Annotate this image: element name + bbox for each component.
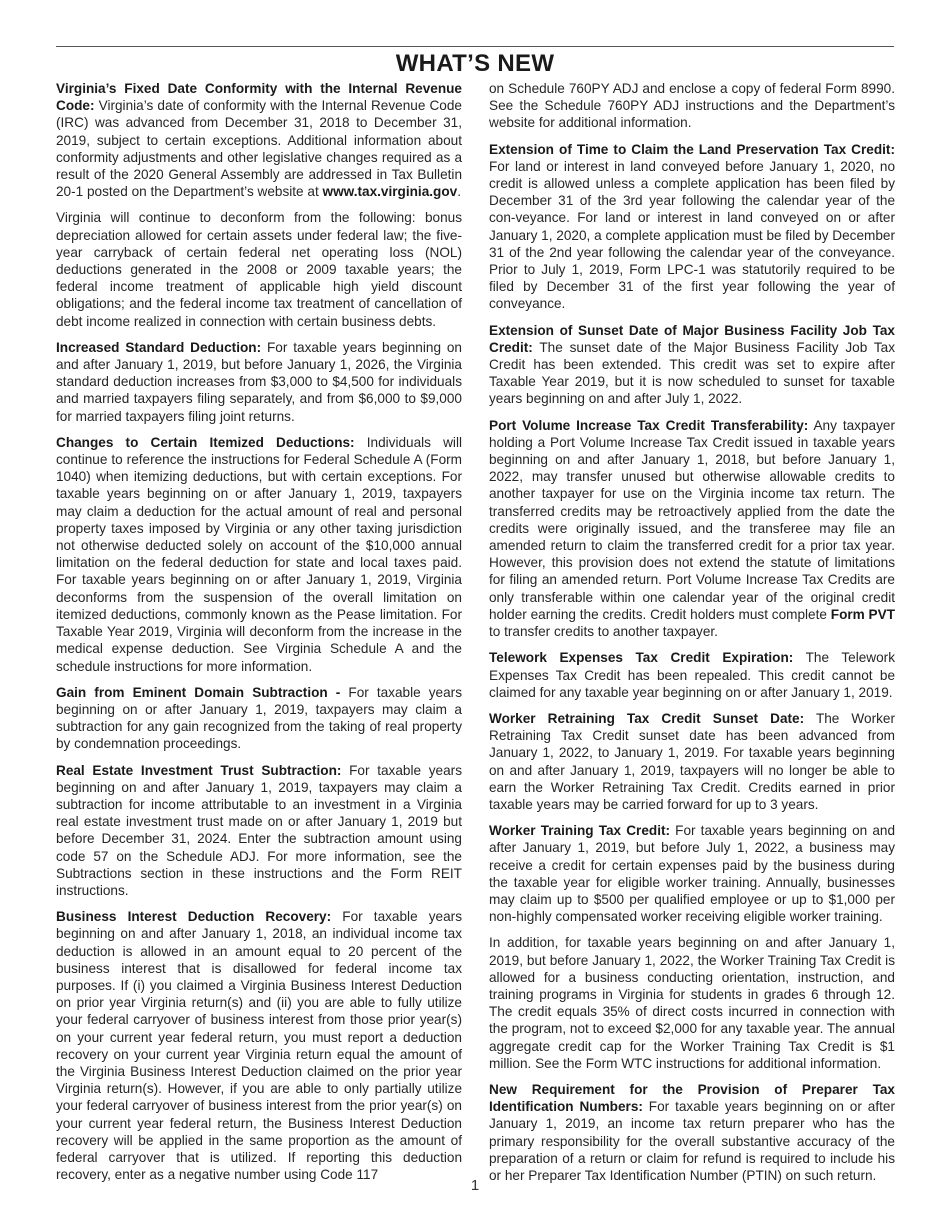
paragraph-text: on Schedule 760PY ADJ and enclose a copy of federal Form 8990. See the Schedule 760PY ADJ instructions and the Department’s website for additional information.: [489, 81, 895, 131]
paragraph-deconformity: [56, 209, 462, 329]
paragraph-heading: Telework Expenses Tax Credit Expiration:: [489, 650, 794, 666]
paragraph-business-interest-continued: [489, 80, 895, 132]
right-column: [489, 80, 895, 1193]
paragraph-text: Virginia will continue to deconform from the following: bonus depreciation allowed for certain assets under federal law; the five-year carryback of certain federal net operating loss (NOL) deductions generated in the 2008 or 2009 taxable years; the federal income treatment of applicable high yield discount obligations; and the federal income tax treatment of cancellation of debt income realized in connection with certain business debts.: [56, 210, 462, 329]
paragraph-worker-training-addition: [489, 934, 895, 1072]
paragraph-text: The Telework Expenses Tax Credit has been repealed. This credit cannot be claimed for any taxable year beginning on or after January 1, 2019.: [489, 650, 895, 700]
paragraph-text: Individuals will continue to reference the instructions for Federal Schedule A (Form 1040) when itemizing deductions, but with certain exceptions. For taxable years beginning on or after January 1, 2019, taxpayers may claim a deduction for the actual amount of real and personal property taxes imposed by Virginia or any other taxing jurisdiction not otherwise deducted solely on account of the $10,000 annual limitation on the federal deduction for state and local taxes paid. For taxable years beginning on or after January 1, 2019, Virginia deconforms from the suspension of the overall limitation on itemized deductions, commonly known as the Pease limitation. For Taxable Year 2019, Virginia will deconform from the increase in the medical expense deduction. See Virginia Schedule A and the schedule instructions for more information.: [56, 434, 462, 674]
paragraph-land-preservation: [489, 141, 895, 313]
paragraph-worker-retraining: [489, 710, 895, 813]
paragraph-heading: Extension of Time to Claim the Land Preservation Tax Credit:: [489, 141, 895, 157]
paragraph-heading: Real Estate Investment Trust Subtraction:: [56, 762, 342, 778]
paragraph-text: The sunset date of the Major Business Facility Job Tax Credit has been extended. This credit was set to expire after Taxable Year 2019, but it is now scheduled to sunset for taxable years beginning on and after July 1, 2022.: [489, 339, 895, 407]
paragraph-heading: Increased Standard Deduction:: [56, 339, 262, 355]
paragraph-heading: Worker Retraining Tax Credit Sunset Date:: [489, 710, 805, 726]
paragraph-heading: Extension of Sunset Date of Major Business Facility Job Tax Credit:: [489, 322, 895, 355]
paragraph-reit-subtraction: [56, 762, 462, 900]
paragraph-text: The Worker Retraining Tax Credit sunset date has been advanced from January 1, 2022, to January 1, 2019. For taxable years beginning on and after January 1, 2019, taxpayers will no longer be able to earn the Worker Retraining Tax Credit. Credits earned in prior taxable years may be carried forward for up to 3 years.: [489, 710, 895, 812]
page-title: WHAT’S NEW: [395, 50, 555, 77]
paragraph-text: For taxable years beginning on and after January 1, 2019, but before July 1, 2022, a business may receive a credit for certain expenses paid by the business during the taxable year for eligible worker training. Annually, businesses may claim up to $500 per qualified employee or up to $1,000 per non-highly compensated worker receiving eligible worker training.: [489, 823, 895, 925]
paragraph-heading: Worker Training Tax Credit:: [489, 823, 671, 839]
paragraph-text: Any taxpayer holding a Port Volume Increase Tax Credit issued in taxable years beginning on and after January 1, 2018, but before January 1, 2022, may transfer unused but otherwise allowable credits to another taxpayer for use on the Virginia income tax return. The transferred credits may be retroactively applied from the date the credits were originally issued, and the transferee may file an amended return to claim the transferred credit for a prior tax year. However, this provision does not extend the statute of limitations for filing an amended return. Port Volume Increase Tax Credits are only transferable within one calendar year of the original credit holder earning the credits. Credit holders must complete: [489, 417, 895, 622]
paragraph-telework: [489, 649, 895, 701]
website-link[interactable]: www.tax.virginia.gov: [322, 184, 458, 200]
left-column: [56, 80, 462, 1192]
paragraph-eminent-domain: [56, 684, 462, 753]
paragraph-port-volume: [489, 417, 895, 641]
paragraph-heading: Virginia’s Fixed Date Conformity with the Internal Revenue Code:: [56, 81, 462, 114]
paragraph-heading: New Requirement for the Provision of Preparer Tax Identification Numbers:: [489, 1081, 895, 1115]
paragraph-itemized-deductions: [56, 434, 462, 675]
paragraph-fixed-date-conformity: [56, 80, 462, 200]
paragraph-text: For taxable years beginning on or after January 1, 2019, an income tax return preparer who has the primary responsibility for the overall substantive accuracy of the preparation of a return or claim for refund is required to include his or her Preparer Tax Identification Number (PTIN) on such return.: [489, 1099, 895, 1183]
paragraph-standard-deduction: [56, 339, 462, 425]
form-reference: Form PVT: [830, 606, 895, 622]
paragraph-heading: Port Volume Increase Tax Credit Transferability:: [489, 417, 809, 433]
paragraph-text: For taxable years beginning on and after January 1, 2019, taxpayers may claim a subtraction for income attributable to an investment in a Virginia real estate investment trust made on or after January 1, 2019 but before December 31, 2024. Enter the subtraction amount using code 57 on the Schedule ADJ. For more information, see the Subtractions section in these instructions and the Form REIT instructions.: [56, 762, 463, 898]
paragraph-end: .: [457, 184, 461, 200]
paragraph-business-interest: [56, 908, 462, 1183]
paragraph-heading: Business Interest Deduction Recovery:: [56, 909, 332, 925]
paragraph-major-business-facility: [489, 322, 895, 408]
paragraph-heading: Changes to Certain Itemized Deductions:: [56, 434, 355, 450]
page-number: 1: [470, 1177, 480, 1194]
paragraph-text: For land or interest in land conveyed before January 1, 2020, no credit is allowed unless a complete application has been filed by December 31 of the 3rd year following the calendar year of the con-veyance. For land or interest in land conveyed on or after January 1, 2020, a complete application must be filed by December 31 of the 2nd year following the calendar year of the conveyance. Prior to July 1, 2019, Form LPC-1 was statutorily required to be filed by December 31 of the first year following the year of conveyance.: [489, 158, 895, 312]
top-rule: [56, 46, 894, 47]
paragraph-text: For taxable years beginning on and after January 1, 2018, an individual income tax deduction is allowed in an amount equal to 20 percent of the business interest that is disallowed for federal income tax purposes. If (i) you claimed a Virginia Business Interest Deduction on prior year Virginia return(s) and (ii) you are able to fully utilize your federal carryover of business interest from those prior year(s) on your current year federal return, you must report a deduction recovery on your current year Virginia return equal the amount of the Virginia Business Interest Deduction claimed on the prior year Virginia return(s). However, if you are able to only partially utilize your federal carryover of business interest from the prior year(s) on your current year federal return, the Business Interest Deduction recovery will be applied in the same proportion as the amount of federal carryover that is utilized. If reporting this deduction recovery, enter as a negative number using Code 117: [56, 909, 462, 1183]
paragraph-text: Virginia’s date of conformity with the Internal Revenue Code (IRC) was advanced from December 31, 2018 to December 31, 2019, subject to certain exceptions. Additional information about conformity adjustments and other legislative changes required as a result of the 2020 General Assembly are addressed in Tax Bulletin 20-1 posted on the Department’s website at: [56, 98, 462, 200]
paragraph-heading: Gain from Eminent Domain Subtraction -: [56, 684, 341, 700]
paragraph-end: to transfer credits to another taxpayer.: [489, 624, 718, 640]
paragraph-text: For taxable years beginning on or after January 1, 2019, taxpayers may claim a subtraction for any gain recognized from the taking of real property by condemnation proceedings.: [56, 684, 462, 752]
paragraph-preparer-ptin: [489, 1081, 895, 1184]
paragraph-worker-training: [489, 822, 895, 925]
paragraph-text: In addition, for taxable years beginning on and after January 1, 2019, but before January 1, 2022, the Worker Training Tax Credit is allowed for a business conducting orientation, instruction, and training programs in Virginia for students in grades 6 through 12. The credit equals 35% of direct costs incurred in connection with the program, not to exceed $2,000 for any taxable year. The annual aggregate credit cap for the Worker Training Tax Credit is $1 million. See the Form WTC instructions for additional information.: [489, 935, 895, 1071]
paragraph-text: For taxable years beginning on and after January 1, 2019, but before January 1, 2026, the Virginia standard deduction increases from $3,000 to $4,500 for individuals and married taxpayers filing separately, and from $6,000 to $9,000 for married taxpayers filing joint returns.: [56, 339, 462, 424]
